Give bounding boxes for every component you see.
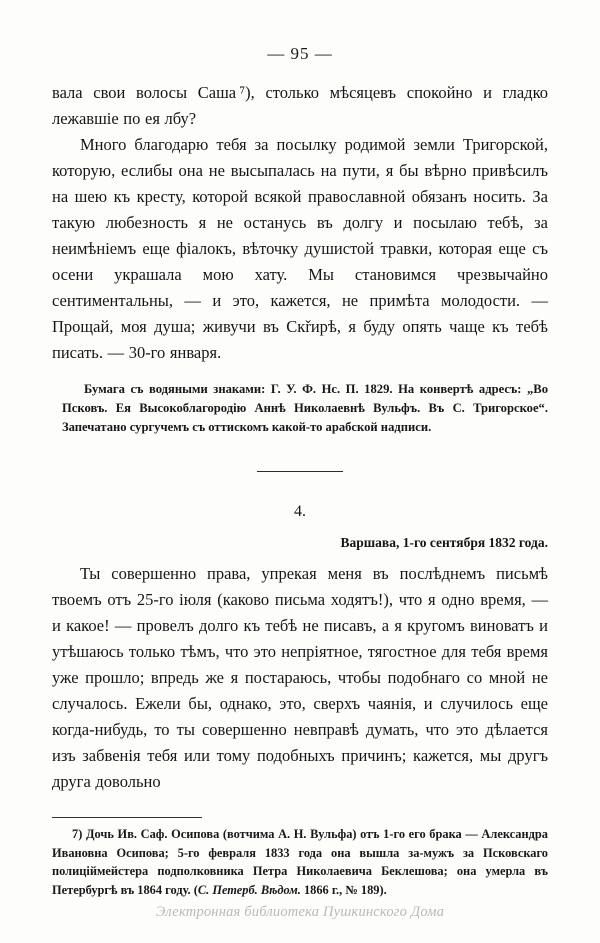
section-divider (0, 459, 600, 477)
archival-note-block (62, 380, 548, 437)
footnote-tail: 1866 г., № 189). (300, 882, 387, 897)
divider-rule (257, 471, 343, 472)
paragraph: Много благодарю тебя за посылку родимой земли Тригорской, которую, еслибы она не высыпалась на пути, я бы вѣрно привѣсилъ на шею къ кресту, которой всякой православной обязанъ носить. За такую любезность я не останусь въ долгу и посылаю тебѣ, за неимѣніемъ еще фіалокъ, вѣточку душистой травки, которая еще съ осени украшала мою хату. Мы становимся чрезвычайно сентиментальны, — и это, кажется, не примѣта молодости. — Прощай, моя душа; живучи въ Скřирѣ, я буду опять чаще къ тебѣ писать. — 30-го января. (52, 135, 548, 362)
footnote-source: С. Петерб. Вѣдом. (197, 882, 301, 897)
letter-body-block (52, 561, 548, 795)
letter-dateline: Варшава, 1-го сентября 1832 года. (340, 535, 548, 550)
page-number: — 95 — (267, 44, 333, 63)
footnote-main: 7) Дочь Ив. Саф. Осипова (вотчима А. Н. Вульфа) отъ 1-го его брака — Александра Ивановна Осипова; 5-го февраля 1833 года она вышла за-мужъ за Псковскаго полиціймейстера подполковника Петра Николаевича Беклешова; она умерла въ Петербургѣ въ 1864 году. ( (52, 827, 548, 897)
footnote-separator (52, 817, 202, 818)
paragraph: Ты совершенно права, упрекая меня въ послѣднемъ письмѣ твоемъ отъ 25-го іюля (каково письма ходятъ!), что я одно время, — и какое! — провелъ долго къ тебѣ не писавъ, а я кругомъ виноватъ и утѣшаюсь только тѣмъ, что это непріятное, тягостное для тебя время уже прошло; впредь же я постараюсь, чтобы подобнаго со мной не случалось. Ежели бы, однако, это, сверхъ чаянія, и случилось еще когда-нибудь, то ты совершенно невправѣ думать, что это дѣлается изъ забвенія тебя или тому подобныхъ причинъ; кажется, мы другъ друга довольно (52, 564, 548, 791)
archival-note: Бумага съ водяными знаками: Г. У. Ф. Нс. П. 1829. На конвертѣ адресъ: „Во Псковъ. Ея Высокоблагородію Аннѣ Николаевнѣ Вульфъ. Въ С. Тригорское“. Запечатано сургучемъ съ оттискомъ какой-то арабской надписи. (62, 382, 548, 434)
paragraph: вала свои волосы Саша ⁷), столько мѣсяцевъ спокойно и гладко лежавшіе по ея лбу? (52, 83, 548, 128)
footnote-text (52, 825, 548, 899)
library-watermark: Электронная библиотека Пушкинского Дома (155, 904, 445, 920)
section-number: 4. (294, 503, 306, 520)
letter-continuation-block (52, 80, 548, 366)
footnote-block (52, 825, 548, 899)
